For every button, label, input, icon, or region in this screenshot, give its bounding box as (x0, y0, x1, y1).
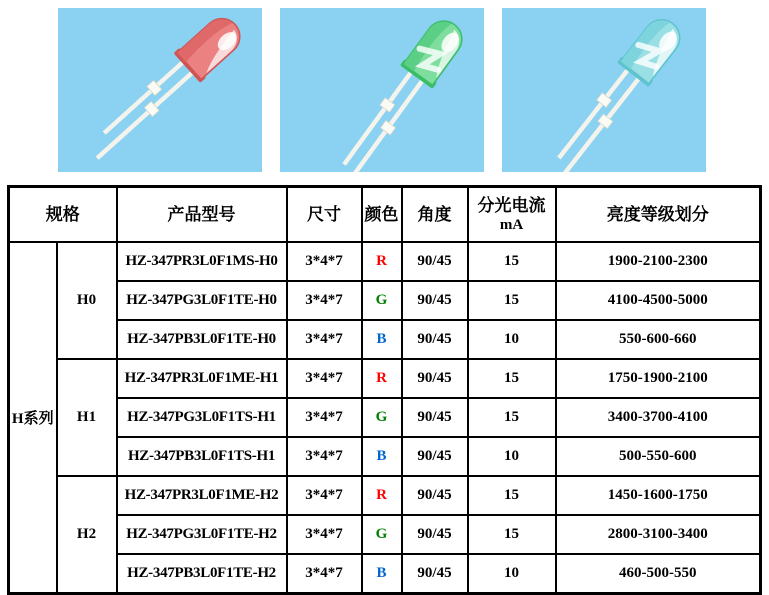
current-cell: 15 (468, 398, 556, 437)
header-model: 产品型号 (117, 187, 287, 243)
table-row (9, 242, 761, 281)
size-cell: 3*4*7 (287, 242, 362, 281)
size-cell: 3*4*7 (287, 476, 362, 515)
model-cell: HZ-347PB3L0F1TS-H1 (117, 437, 287, 476)
color-cell: G (362, 398, 402, 437)
green-led-photo (280, 8, 484, 172)
model-cell: HZ-347PR3L0F1MS-H0 (117, 242, 287, 281)
brightness-cell: 500-550-600 (556, 437, 761, 476)
size-cell: 3*4*7 (287, 359, 362, 398)
table-row (9, 554, 761, 594)
model-cell: HZ-347PG3L0F1TE-H0 (117, 281, 287, 320)
header-size: 尺寸 (287, 187, 362, 243)
header-current-line2: mA (499, 216, 524, 233)
table-row (9, 281, 761, 320)
size-cell: 3*4*7 (287, 281, 362, 320)
angle-cell: 90/45 (402, 515, 468, 554)
color-cell: R (362, 242, 402, 281)
model-cell: HZ-347PG3L0F1TS-H1 (117, 398, 287, 437)
model-cell: HZ-347PR3L0F1ME-H1 (117, 359, 287, 398)
size-cell: 3*4*7 (287, 554, 362, 594)
header-angle: 角度 (402, 187, 468, 243)
table-row (9, 320, 761, 359)
angle-cell: 90/45 (402, 476, 468, 515)
current-cell: 15 (468, 359, 556, 398)
table-row (9, 515, 761, 554)
brightness-cell: 3400-3700-4100 (556, 398, 761, 437)
current-cell: 15 (468, 242, 556, 281)
brightness-cell: 1900-2100-2300 (556, 242, 761, 281)
cyan-led-illustration (502, 8, 706, 172)
current-cell: 15 (468, 281, 556, 320)
angle-cell: 90/45 (402, 242, 468, 281)
color-cell: G (362, 281, 402, 320)
brightness-cell: 2800-3100-3400 (556, 515, 761, 554)
color-cell: R (362, 359, 402, 398)
angle-cell: 90/45 (402, 281, 468, 320)
color-cell: B (362, 554, 402, 594)
header-spec: 规格 (9, 187, 117, 243)
header-current (468, 187, 556, 243)
model-cell: HZ-347PR3L0F1ME-H2 (117, 476, 287, 515)
table-row (9, 398, 761, 437)
size-cell: 3*4*7 (287, 320, 362, 359)
angle-cell: 90/45 (402, 437, 468, 476)
brightness-cell: 1450-1600-1750 (556, 476, 761, 515)
brightness-cell: 1750-1900-2100 (556, 359, 761, 398)
group-cell-h2: H2 (57, 476, 117, 594)
angle-cell: 90/45 (402, 554, 468, 594)
series-cell: H系列 (9, 242, 57, 594)
header-brightness: 亮度等级划分 (556, 187, 761, 243)
brightness-cell: 460-500-550 (556, 554, 761, 594)
current-cell: 10 (468, 437, 556, 476)
color-cell: G (362, 515, 402, 554)
current-cell: 10 (468, 320, 556, 359)
header-color: 颜色 (362, 187, 402, 243)
color-cell: R (362, 476, 402, 515)
size-cell: 3*4*7 (287, 515, 362, 554)
model-cell: HZ-347PG3L0F1TE-H2 (117, 515, 287, 554)
header-row (9, 187, 761, 243)
table-row (9, 359, 761, 398)
angle-cell: 90/45 (402, 359, 468, 398)
brightness-cell: 4100-4500-5000 (556, 281, 761, 320)
group-cell-h0: H0 (57, 242, 117, 359)
size-cell: 3*4*7 (287, 398, 362, 437)
cyan-led-photo (502, 8, 706, 172)
red-led-illustration (58, 8, 262, 172)
group-cell-h1: H1 (57, 359, 117, 476)
green-led-illustration (280, 8, 484, 172)
current-cell: 10 (468, 554, 556, 594)
header-current-line1: 分光电流 (477, 195, 546, 215)
color-cell: B (362, 320, 402, 359)
red-led-photo (58, 8, 262, 172)
brightness-cell: 550-600-660 (556, 320, 761, 359)
led-spec-table (7, 185, 762, 595)
table-row (9, 437, 761, 476)
current-cell: 15 (468, 476, 556, 515)
color-cell: B (362, 437, 402, 476)
table-row (9, 476, 761, 515)
current-cell: 15 (468, 515, 556, 554)
model-cell: HZ-347PB3L0F1TE-H2 (117, 554, 287, 594)
model-cell: HZ-347PB3L0F1TE-H0 (117, 320, 287, 359)
size-cell: 3*4*7 (287, 437, 362, 476)
angle-cell: 90/45 (402, 320, 468, 359)
angle-cell: 90/45 (402, 398, 468, 437)
